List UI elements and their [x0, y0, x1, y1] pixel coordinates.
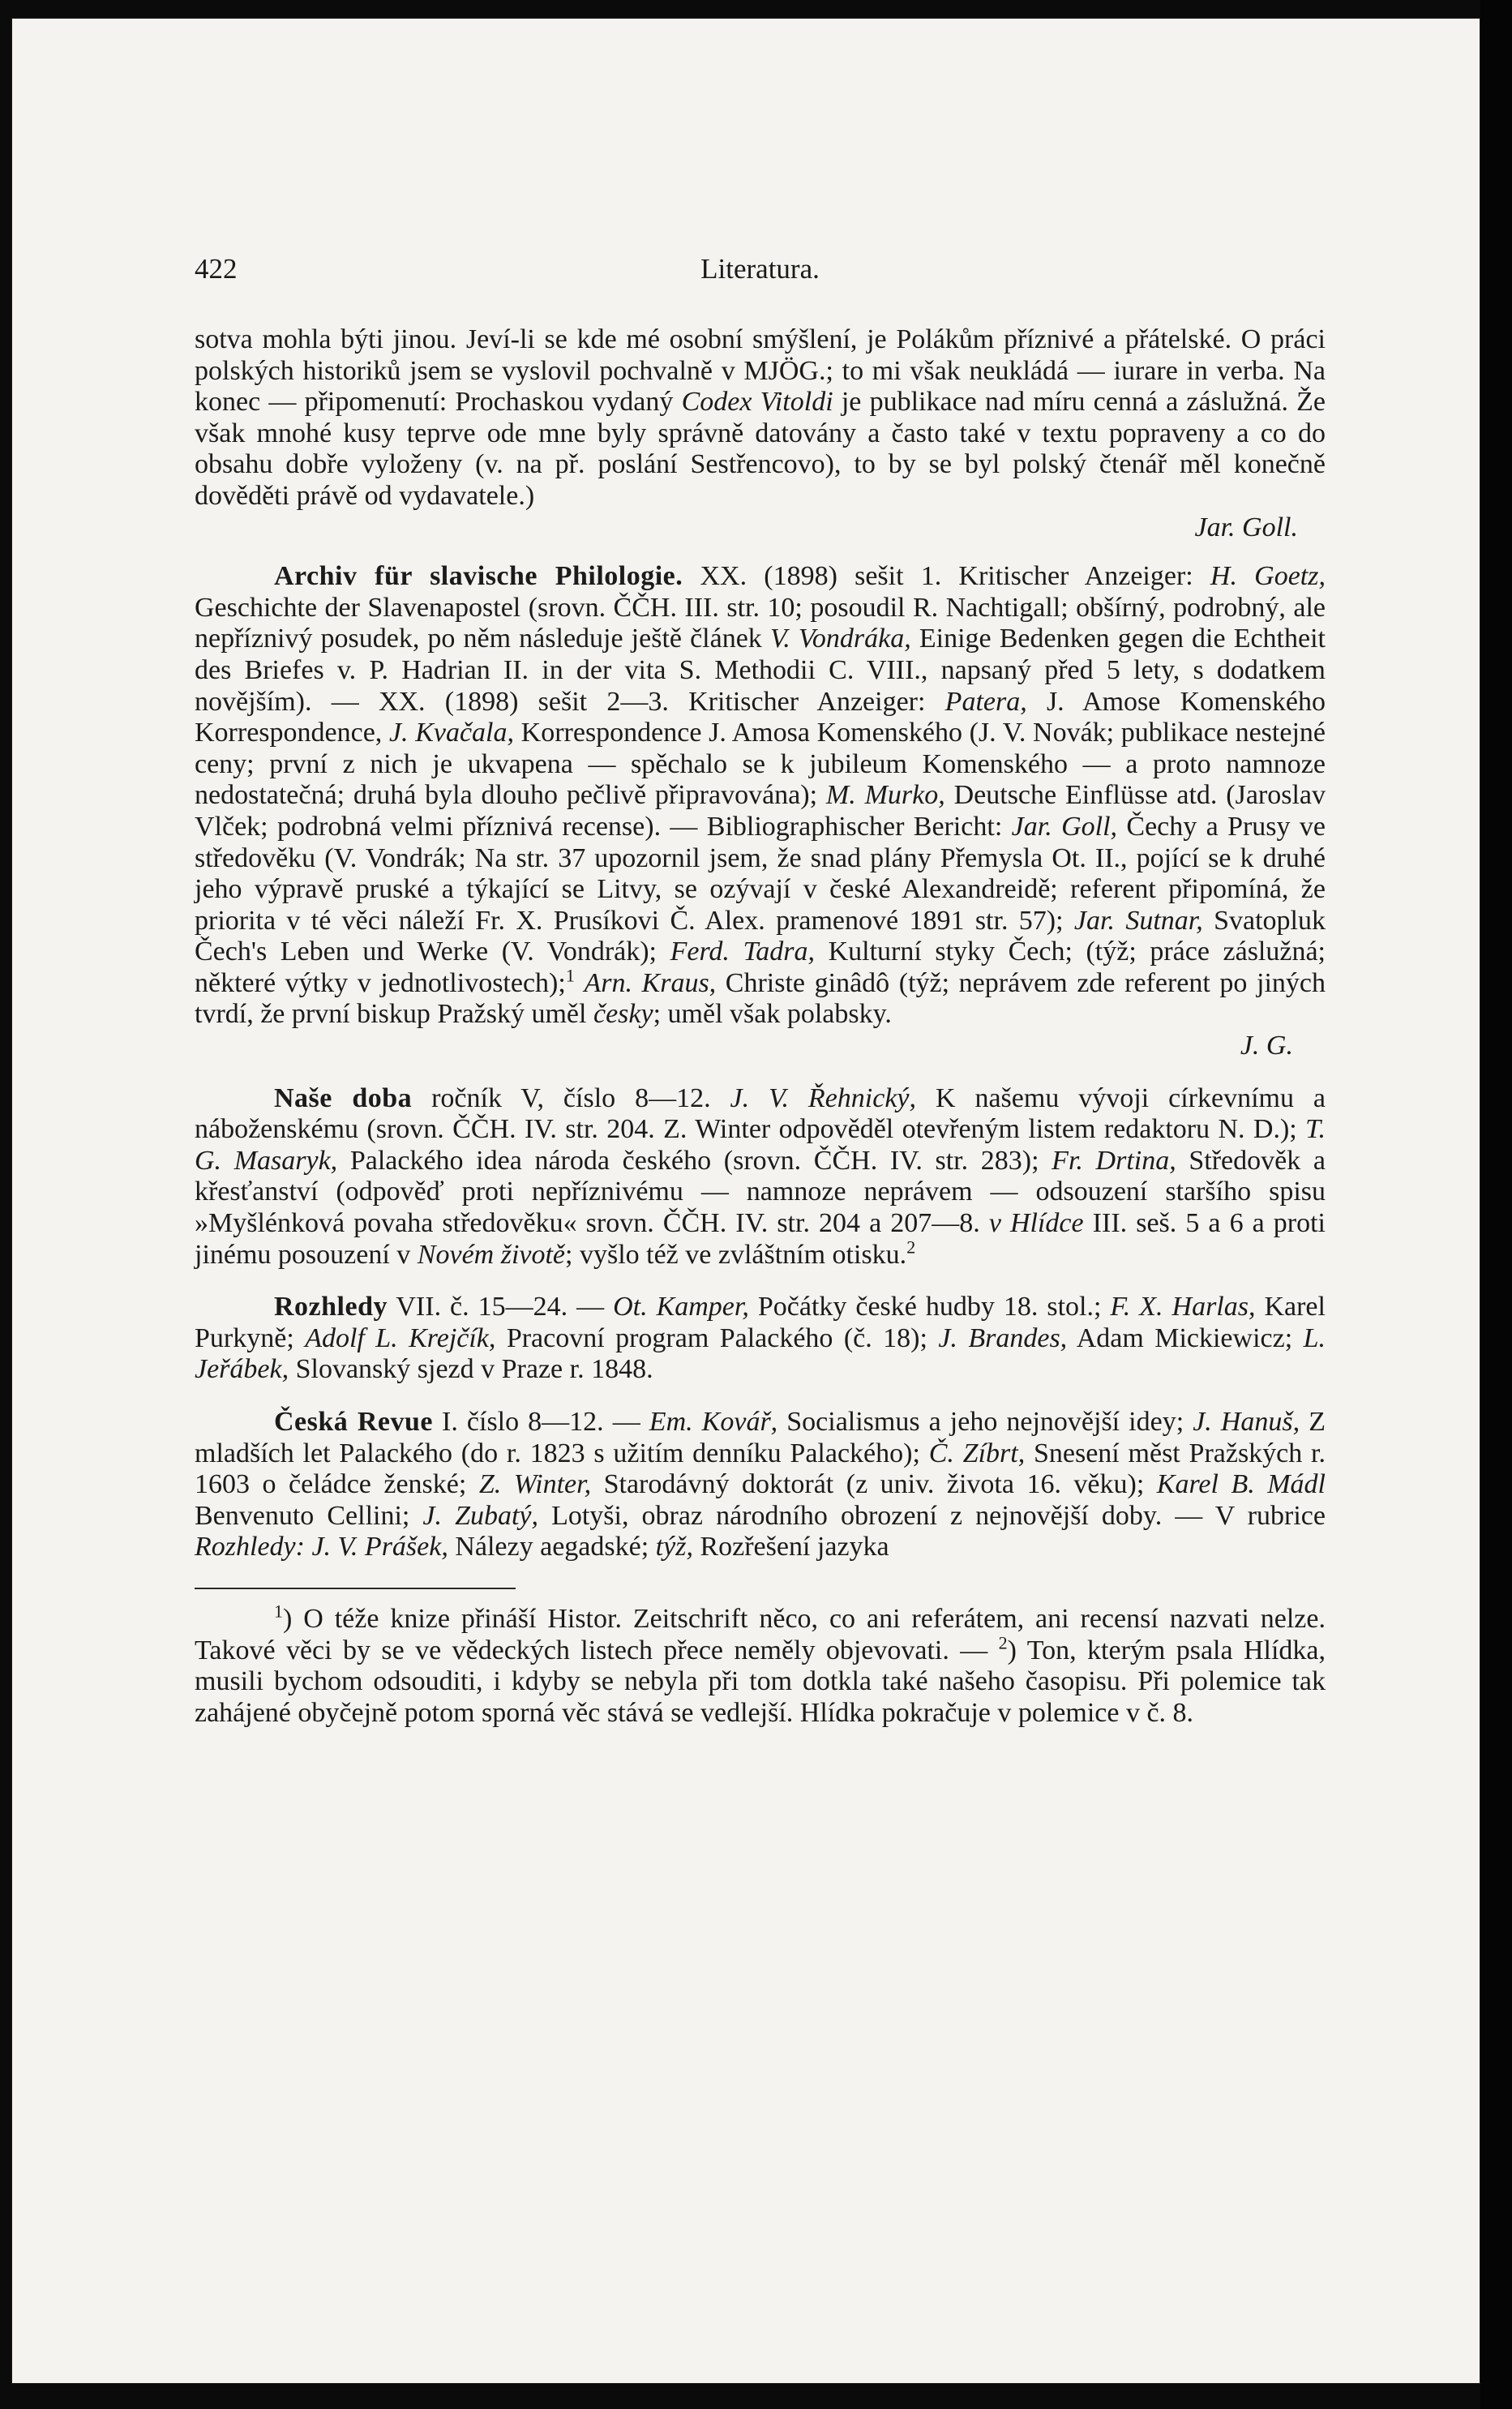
footnote-divider [195, 1588, 516, 1589]
journal-title: Česká Revue [274, 1407, 433, 1437]
journal-title: Rozhledy [274, 1292, 388, 1322]
signature: J. G. [1240, 1031, 1293, 1061]
footnote-marker: 1 [274, 1601, 283, 1622]
entry-nase-doba: Naše doba ročník V, číslo 8—12. J. V. Řehnický, K našemu vývoji církevnímu a náboženskému (srovn. ČČH. IV. str. 204. Z. Winter odpověděl otevřeným listem redaktoru N. D.); T. G. Masaryk, Palackého idea národa českého (srovn. ČČH. IV. str. 283); Fr. Drtina, Středověk a křesťanství (odpověď proti nepříznivému — namnoze neprávem — odsouzení staršího spisu »Myšlénková povaha středověku« srovn. ČČH. IV. str. 204 a 207—8. v Hlídce III. seš. 5 a 6 a proti jinému posouzení v Novém životě; vyšlo též ve zvláštním otisku.$^2$ [195, 1082, 1326, 1270]
signature: Jar. Goll. [1194, 512, 1298, 542]
footnote-marker: 2 [906, 1237, 916, 1258]
footnotes: $^1$) O téže knize přináší Histor. Zeitschrift něco, co ani referátem, ani recensí nazvati nelze. Takové věci by se ve vědeckých listech přece neměly objevovati. — $^2$) Ton, kterým psala Hlídka, musili bychom odsouditi, i kdyby se nebyla při tom dotkla také našeho časopisu. Při polemice tak zahájené obyčejně potom sporná věc stává se vedlejší. Hlídka pokračuje v polemice v č. 8. [195, 1601, 1326, 1728]
article-body [195, 324, 1326, 1729]
journal-title: Archiv für slavische Philologie. [274, 561, 683, 592]
footnote-marker: 1 [565, 965, 575, 986]
paragraph-continuation: sotva mohla býti jinou. Jeví-li se kde mé osobní smýšlení, je Polákům příznivé a přátelské. O práci polských historiků jsem se vyslovil pochvalně v MJÖG.; to mi však neukládá — iurare in verba. Na konec — připomenutí: Prochaskou vydaný Codex Vitoldi je publikace nad míru cenná a záslužná. Že však mnohé kusy teprve ode mne byly správně datovány a často také v textu popraveny a co do obsahu dobře vyloženy (v. na př. poslání Sestřencovo), to by se byl polský čtenář měl konečně dověděti právě od vydavatele.) [195, 324, 1326, 511]
footnote-marker: 2 [998, 1632, 1008, 1653]
journal-title: Naše doba [274, 1082, 413, 1113]
running-title: Literatura. [700, 253, 820, 285]
entry-archiv-slavische-philologie: Archiv für slavische Philologie. XX. (1898) sešit 1. Kritischer Anzeiger: H. Goetz, Geschichte der Slavenapostel (srovn. ČČH. III. str. 10; posoudil R. Nachtigall; obšírný, podrobný, ale nepříznivý posudek, po něm následuje ještě článek V. Vondráka, Einige Bedenken gegen die Echtheit des Briefes v. P. Hadrian II. in der vita S. Methodii C. VIII., napsaný před 5 lety, s dodatkem novějším). — XX. (1898) sešit 2—3. Kritischer Anzeiger: Patera, J. Amose Komenského Korrespondence, J. Kvačala, Korrespondence J. Amosa Komenského (J. V. Novák; publikace nestejné ceny; první z nich je ukvapena — spěchalo se k jubileum Komenského — a proto namnoze nedostatečná; druhá byla dlouho pečlivě připravována); M. Murko, Deutsche Einflüsse atd. (Jaroslav Vlček; podrobná velmi příznivá recense). — Bibliographischer Bericht: Jar. Goll, Čechy a Prusy ve středověku (V. Vondrák; Na str. 37 upozornil jsem, že snad plány Přemysla Ot. II., pojící se k druhé jeho výpravě pruské a týkající se Litvy, se ozývají v české Alexandreidě; referent připomíná, že priorita v té věci náleží Fr. X. Prusíkovi Č. Alex. pramenové 1891 str. 57); Jar. Sutnar, Svatopluk Čech's Leben und Werke (V. Vondrák); Ferd. Tadra, Kulturní styky Čech; (týž; práce záslužná; některé výtky v jednotlivostech);$^1$ Arn. Kraus, Christe ginâdô (týž; neprávem zde referent po jiných tvrdí, že první biskup Pražský uměl česky; uměl však polabsky. [195, 561, 1326, 1030]
page-header [195, 253, 1326, 294]
page-number: 422 [195, 253, 238, 285]
scan-border [1480, 0, 1512, 2409]
entry-ceska-revue: Česká Revue I. číslo 8—12. — Em. Kovář, Socialismus a jeho nejnovější idey; J. Hanuš, Z mladších let Palackého (do r. 1823 s užitím denníku Palackého); Č. Zíbrt, Snesení měst Pražských r. 1603 o čeládce ženské; Z. Winter, Starodávný doktorát (z univ. života 16. věku); Karel B. Mádl Benvenuto Cellini; J. Zubatý, Lotyši, obraz národního obrození z nejnovější doby. — V rubrice Rozhledy: J. V. Prášek, Nálezy aegadské; týž, Rozřešení jazyka [195, 1407, 1326, 1562]
entry-rozhledy: Rozhledy VII. č. 15—24. — Ot. Kamper, Počátky české hudby 18. stol.; F. X. Harlas, Karel Purkyně; Adolf L. Krejčík, Pracovní program Palackého (č. 18); J. Brandes, Adam Mickiewicz; L. Jeřábek, Slovanský sjezd v Praze r. 1848. [195, 1292, 1326, 1385]
